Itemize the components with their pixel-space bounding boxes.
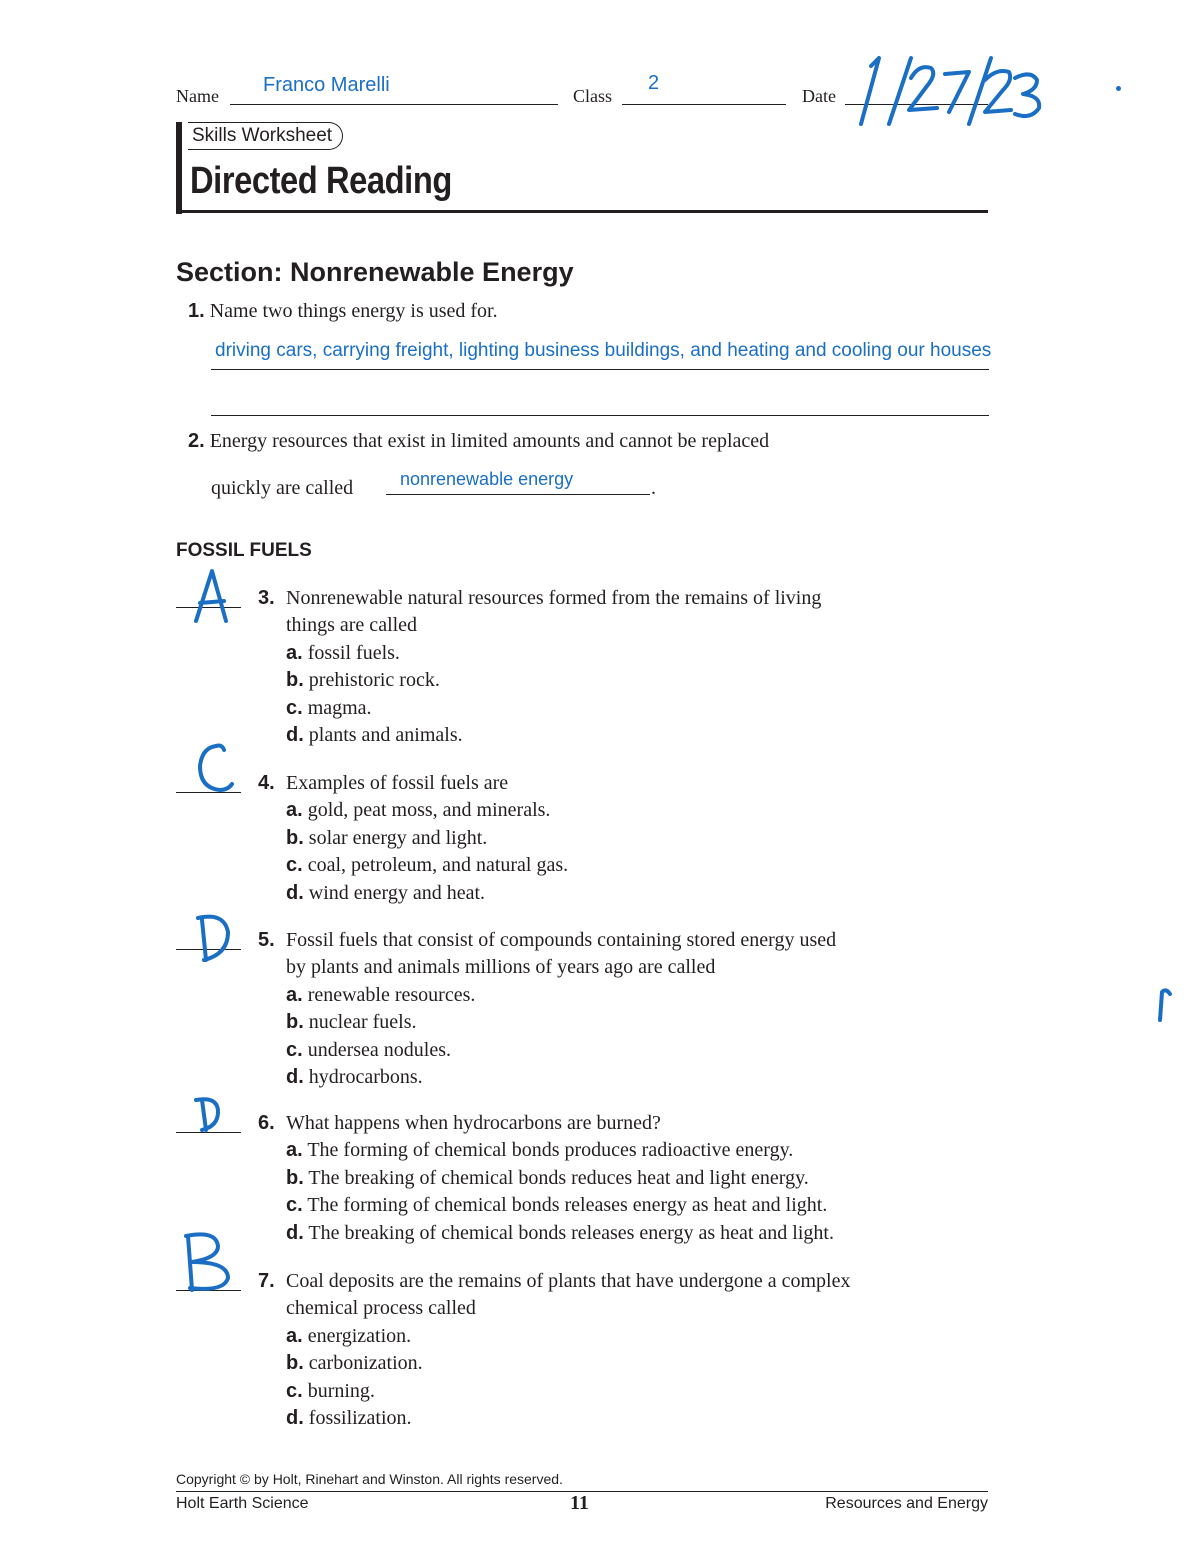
- question-2: [188, 428, 769, 455]
- question-2-answer[interactable]: nonrenewable energy: [400, 469, 574, 489]
- option-letter: d.: [286, 881, 304, 904]
- answer-option: [258, 667, 821, 694]
- class-line: [622, 104, 786, 105]
- skills-worksheet-tag: Skills Worksheet: [188, 122, 343, 150]
- option-letter: b.: [286, 1166, 304, 1189]
- option-letter: d.: [286, 724, 304, 747]
- question-stem-line: Examples of fossil fuels are: [286, 772, 509, 794]
- question-2-text: Energy resources that exist in limited amounts and cannot be replaced: [209, 430, 770, 452]
- answer-option: [258, 1009, 836, 1036]
- name-field[interactable]: Franco Marelli: [263, 74, 390, 96]
- answer-option: [258, 1165, 834, 1192]
- option-letter: b.: [286, 1011, 304, 1034]
- option-letter: a.: [286, 641, 303, 664]
- copyright: Copyright © by Holt, Rinehart and Winston. All rights reserved.: [176, 1471, 563, 1487]
- answer-option: [258, 1192, 834, 1219]
- answer-line-2[interactable]: [211, 415, 989, 416]
- question-stem-line: What happens when hydrocarbons are burned?: [286, 1112, 661, 1134]
- section-title: Section: Nonrenewable Energy: [176, 257, 574, 287]
- question-number: 3.: [258, 587, 275, 609]
- page-number: 11: [570, 1492, 589, 1514]
- banner-rule: [176, 210, 988, 213]
- option-text: The forming of chemical bonds produces radioactive energy.: [307, 1139, 794, 1162]
- handwritten-answer-6: [188, 1090, 238, 1140]
- option-letter: c.: [286, 1038, 303, 1061]
- option-letter: d.: [286, 1221, 304, 1244]
- answer-option: [258, 1137, 834, 1164]
- answer-option: [258, 982, 836, 1009]
- answer-option: [258, 1405, 850, 1432]
- answer-option: [258, 722, 821, 749]
- option-text: renewable resources.: [307, 983, 476, 1006]
- question-stem-line: by plants and animals millions of years ago are called: [286, 956, 716, 979]
- question-7: [258, 1268, 850, 1432]
- answer-option: [258, 1220, 834, 1247]
- option-text: energization.: [307, 1324, 412, 1347]
- name-label: Name: [176, 86, 219, 106]
- option-letter: c.: [286, 1194, 303, 1217]
- class-field[interactable]: 2: [648, 72, 660, 94]
- question-2-line2: quickly are called: [211, 477, 354, 499]
- option-text: The breaking of chemical bonds reduces heat and light energy.: [308, 1166, 809, 1189]
- footer-book-title: Holt Earth Science: [176, 1495, 309, 1512]
- footer-chapter: Resources and Energy: [825, 1495, 988, 1512]
- answer-option: [258, 1350, 850, 1377]
- question-5: [258, 927, 836, 1091]
- answer-option: [258, 852, 568, 879]
- question-3: [258, 585, 821, 749]
- option-text: fossilization.: [308, 1407, 412, 1430]
- question-stem-line: chemical process called: [286, 1297, 476, 1320]
- handwritten-answer-5: [190, 906, 240, 966]
- date-handwriting[interactable]: [845, 50, 1065, 130]
- option-letter: a.: [286, 1139, 303, 1162]
- answer-option: [258, 1064, 836, 1091]
- option-letter: c.: [286, 696, 303, 719]
- option-text: The forming of chemical bonds releases energy as heat and light.: [307, 1194, 828, 1217]
- question-stem-line: things are called: [286, 614, 418, 637]
- handwritten-answer-4: [192, 738, 242, 798]
- question-number: 6.: [258, 1112, 275, 1134]
- option-text: nuclear fuels.: [308, 1011, 417, 1034]
- answer-option: [258, 825, 568, 852]
- option-letter: d.: [286, 1066, 304, 1089]
- question-2-blank-line: [386, 494, 650, 495]
- question-6: [258, 1110, 834, 1247]
- option-letter: c.: [286, 1379, 303, 1402]
- handwritten-answer-3: [190, 565, 240, 625]
- option-text: carbonization.: [308, 1352, 423, 1375]
- answer-option: [258, 640, 821, 667]
- ink-dot: [1116, 86, 1121, 91]
- option-text: The breaking of chemical bonds releases energy as heat and light.: [308, 1221, 834, 1244]
- question-stem-line: Nonrenewable natural resources formed from the remains of living: [286, 587, 822, 609]
- question-stem-line: Coal deposits are the remains of plants that have undergone a complex: [286, 1270, 851, 1292]
- margin-ink-mark: [1152, 984, 1178, 1024]
- answer-option: [258, 797, 568, 824]
- option-letter: a.: [286, 799, 303, 822]
- option-text: coal, petroleum, and natural gas.: [307, 854, 569, 877]
- question-number: 5.: [258, 929, 275, 951]
- answer-option: [258, 1323, 850, 1350]
- option-text: wind energy and heat.: [308, 881, 486, 904]
- answer-option: [258, 1378, 850, 1405]
- question-4: [258, 770, 568, 907]
- option-letter: c.: [286, 854, 303, 877]
- question-2-period: .: [651, 477, 656, 499]
- option-letter: b.: [286, 826, 304, 849]
- option-letter: a.: [286, 1324, 303, 1347]
- option-text: prehistoric rock.: [308, 669, 440, 692]
- question-number: 7.: [258, 1270, 275, 1292]
- option-text: undersea nodules.: [307, 1038, 451, 1061]
- answer-option: [258, 1037, 836, 1064]
- question-1-text: Name two things energy is used for.: [209, 300, 498, 322]
- option-text: solar energy and light.: [308, 826, 488, 849]
- option-text: hydrocarbons.: [308, 1066, 423, 1089]
- option-letter: b.: [286, 669, 304, 692]
- class-label: Class: [573, 86, 613, 106]
- option-text: gold, peat moss, and minerals.: [307, 799, 551, 822]
- handwritten-answer-7: [178, 1228, 238, 1294]
- question-1-number: 1.: [188, 300, 205, 322]
- option-letter: b.: [286, 1352, 304, 1375]
- option-letter: d.: [286, 1407, 304, 1430]
- question-number: 4.: [258, 772, 275, 794]
- subsection-title: FOSSIL FUELS: [176, 540, 312, 561]
- answer-line-1: [211, 369, 989, 370]
- option-letter: a.: [286, 983, 303, 1006]
- name-line: [230, 104, 558, 105]
- option-text: burning.: [307, 1379, 375, 1402]
- banner-bar: [176, 122, 182, 214]
- question-1: [188, 298, 498, 325]
- page-title: Directed Reading: [190, 160, 452, 202]
- option-text: fossil fuels.: [307, 641, 400, 664]
- answer-option: [258, 695, 821, 722]
- answer-option: [258, 880, 568, 907]
- option-text: plants and animals.: [308, 724, 463, 747]
- question-1-answer[interactable]: driving cars, carrying freight, lighting business buildings, and heating and cooling our houses: [215, 340, 992, 361]
- date-label: Date: [802, 86, 836, 106]
- question-2-number: 2.: [188, 430, 205, 452]
- option-text: magma.: [307, 696, 372, 719]
- question-stem-line: Fossil fuels that consist of compounds containing stored energy used: [286, 929, 837, 951]
